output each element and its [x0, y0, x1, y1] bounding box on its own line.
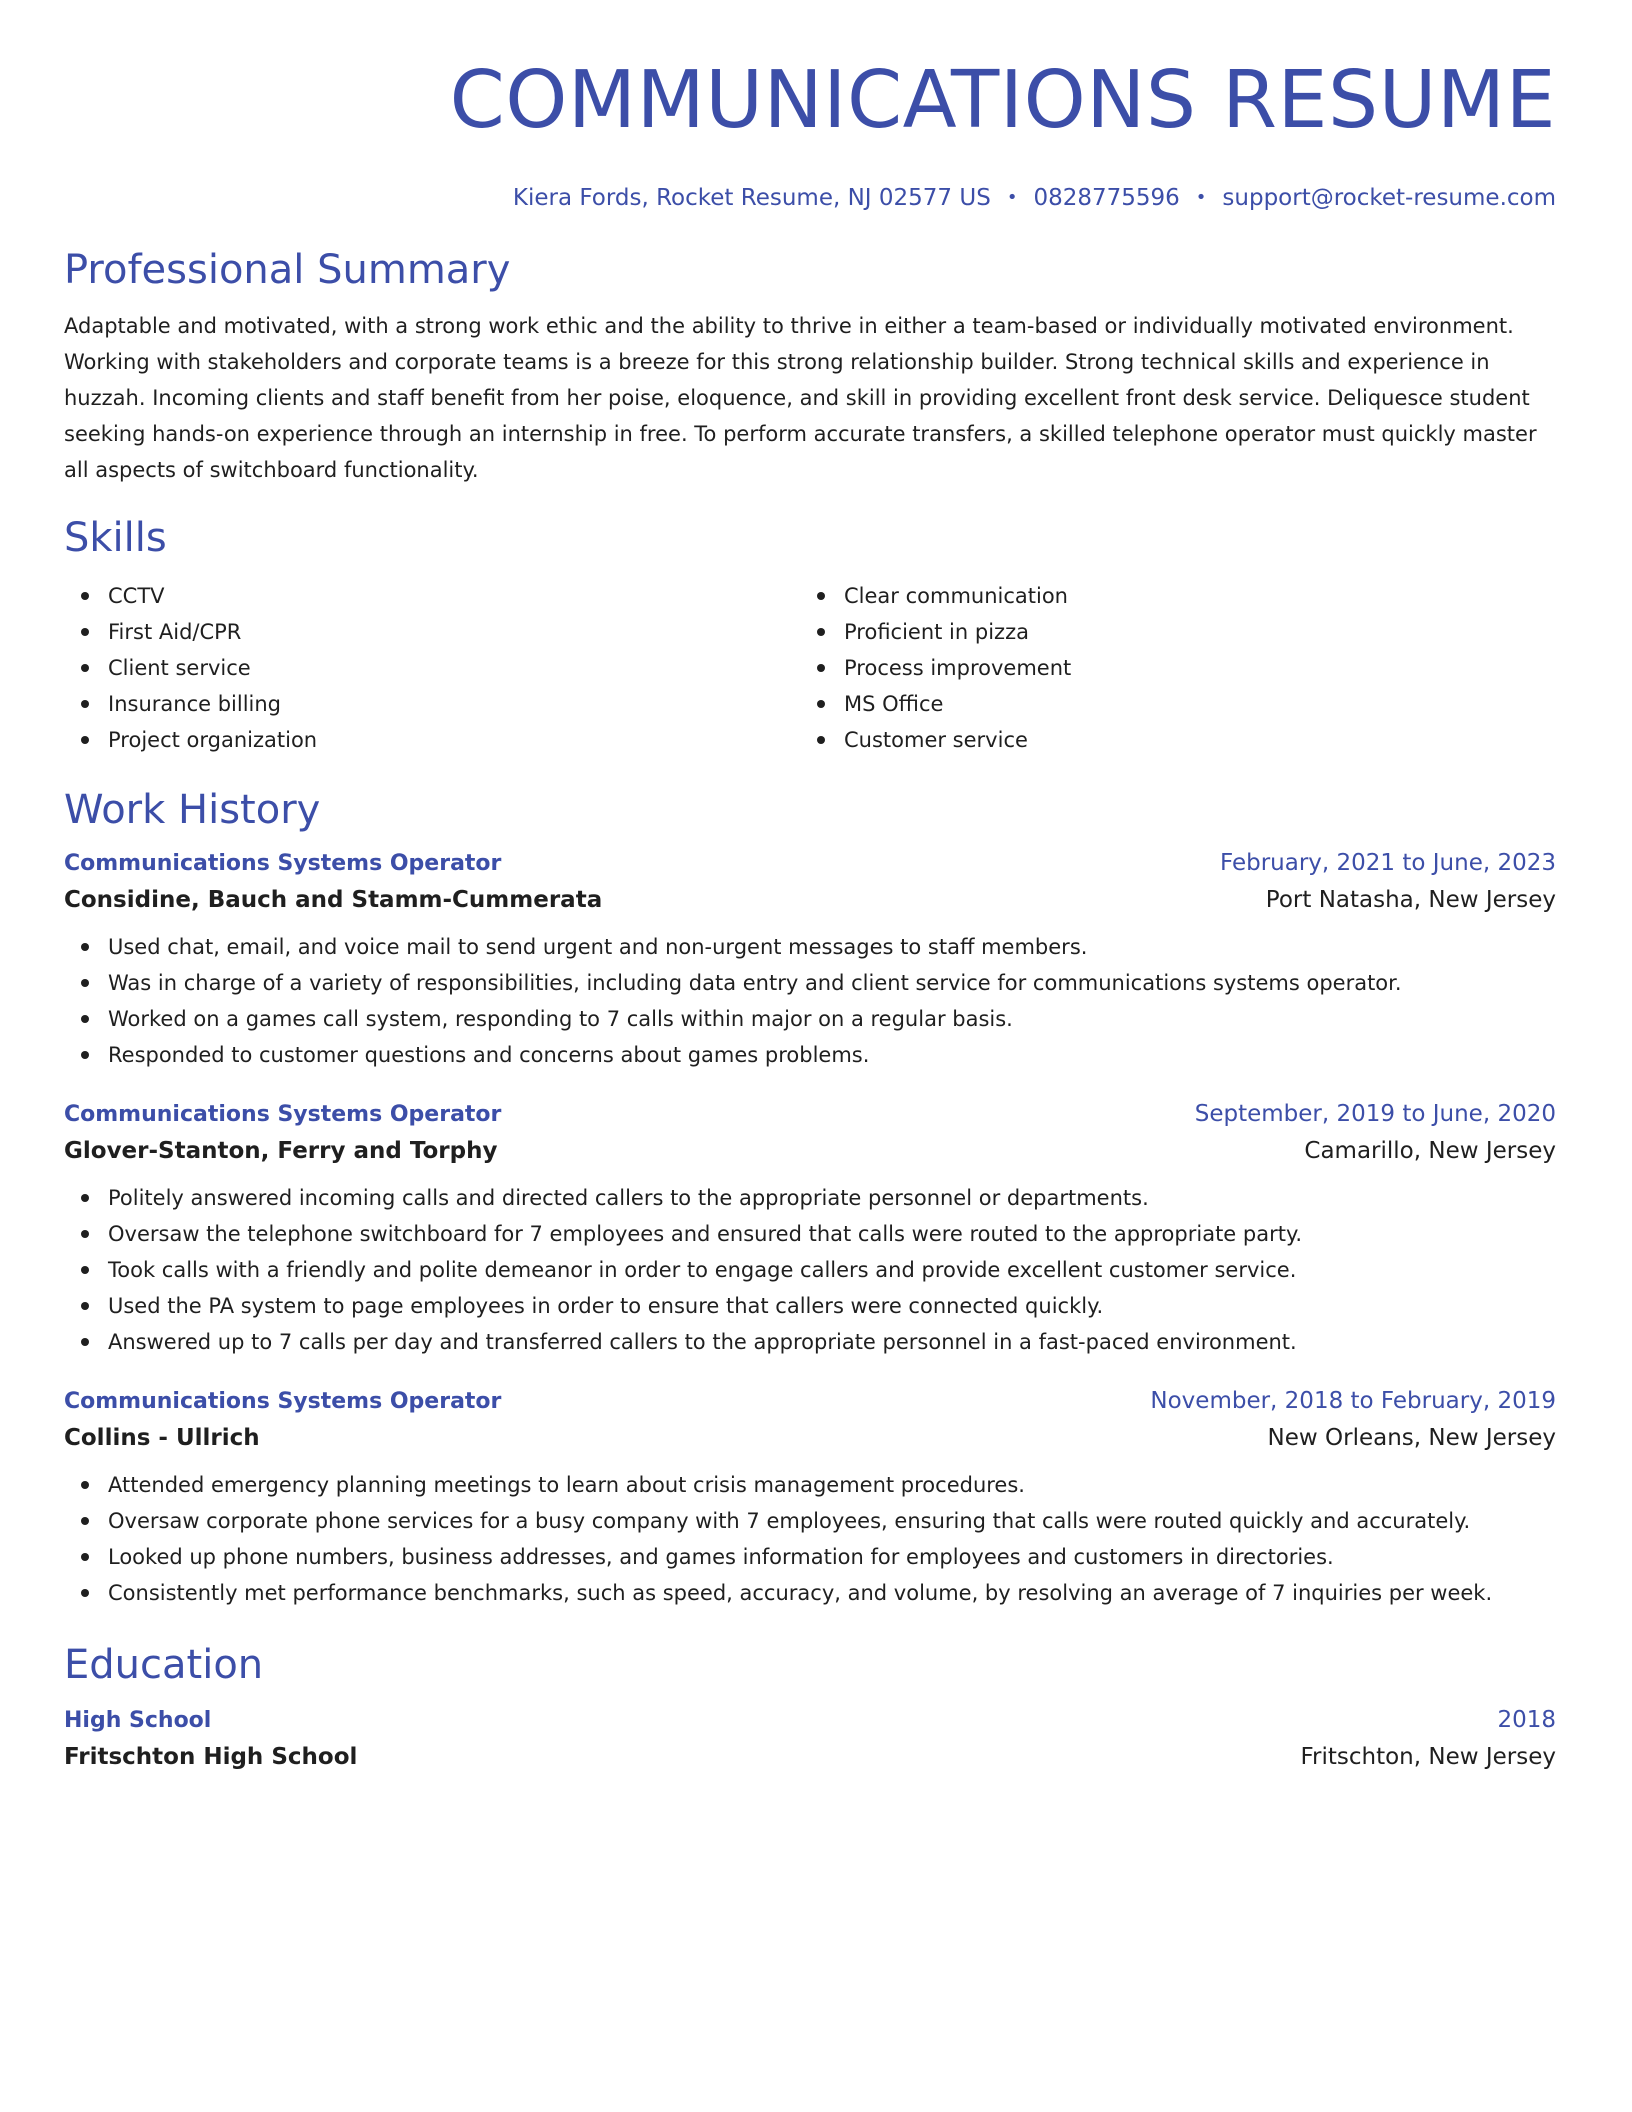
- education-school: Fritschton High School: [64, 1744, 358, 1770]
- job-dates: February, 2021 to June, 2023: [1219, 850, 1556, 876]
- skill-item: Project organization: [108, 722, 800, 758]
- contact-address: Kiera Fords, Rocket Resume, NJ 02577 US: [512, 185, 991, 211]
- duty-item: Oversaw the telephone switchboard for 7 employees and ensured that calls were routed to the appropriate party.: [108, 1216, 1556, 1252]
- job-company-row: [64, 1419, 1556, 1457]
- job-header-row: [64, 846, 1556, 881]
- duty-item: Responded to customer questions and concerns about games problems.: [108, 1037, 1556, 1073]
- job-duties: [64, 1467, 1556, 1611]
- job-role: Communications Systems Operator: [64, 1102, 502, 1127]
- skill-item: Client service: [108, 650, 800, 686]
- resume-page: [64, 0, 1556, 1776]
- job-role: Communications Systems Operator: [64, 851, 502, 876]
- duty-item: Was in charge of a variety of responsibilities, including data entry and client service for communications systems operator.: [108, 965, 1556, 1001]
- job-company: Considine, Bauch and Stamm-Cummerata: [64, 887, 603, 913]
- education-header-row: [64, 1703, 1556, 1738]
- skill-item: Clear communication: [844, 578, 1544, 614]
- job-duties: [64, 1180, 1556, 1360]
- skill-item: CCTV: [108, 578, 800, 614]
- skills-column-right: [800, 578, 1544, 758]
- job-company-row: [64, 881, 1556, 919]
- contact-email: support@rocket-resume.com: [1222, 185, 1556, 211]
- contact-separator: •: [1006, 187, 1018, 208]
- skill-item: Proficient in pizza: [844, 614, 1544, 650]
- duty-item: Looked up phone numbers, business addresses, and games information for employees and customers in directories.: [108, 1539, 1556, 1575]
- education-heading: Education: [64, 1642, 264, 1688]
- skill-item: MS Office: [844, 686, 1544, 722]
- duty-item: Politely answered incoming calls and directed callers to the appropriate personnel or departments.: [108, 1180, 1556, 1216]
- work-history-heading: Work History: [64, 787, 321, 833]
- duty-item: Used chat, email, and voice mail to send urgent and non-urgent messages to staff members.: [108, 929, 1556, 965]
- skill-item: Customer service: [844, 722, 1544, 758]
- education-school-row: [64, 1738, 1556, 1776]
- skills-heading: Skills: [64, 515, 167, 561]
- duty-item: Oversaw corporate phone services for a busy company with 7 employees, ensuring that calls were routed quickly and accurately.: [108, 1503, 1556, 1539]
- contact-line: [64, 182, 1556, 214]
- duty-item: Used the PA system to page employees in order to ensure that callers were connected quickly.: [108, 1288, 1556, 1324]
- job-company: Collins - Ullrich: [64, 1425, 260, 1451]
- summary-text: Adaptable and motivated, with a strong work ethic and the ability to thrive in either a team-based or individually motivated environment. Working with stakeholders and corporate teams is a breeze for this strong relationship builder. Strong technical skills and experience in huzzah. Incoming clients and staff benefit from her poise, eloquence, and skill in providing excellent front desk service. Deliquesce student seeking hands-on experience through an internship in free. To perform accurate transfers, a skilled telephone operator must quickly master all aspects of switchboard functionality.: [64, 314, 1537, 482]
- skill-item: Insurance billing: [108, 686, 800, 722]
- resume-header: [64, 0, 1556, 214]
- job-duties: [64, 929, 1556, 1073]
- job-location: New Orleans, New Jersey: [1267, 1425, 1556, 1451]
- skills-column-left: [64, 578, 800, 758]
- education-degree: High School: [64, 1708, 212, 1733]
- duty-item: Answered up to 7 calls per day and transferred callers to the appropriate personnel in a fast-paced environment.: [108, 1324, 1556, 1360]
- job-location: Camarillo, New Jersey: [1304, 1138, 1556, 1164]
- job-entry: [64, 1384, 1556, 1611]
- education-entry: [64, 1703, 1556, 1776]
- contact-phone: 0828775596: [1033, 185, 1180, 211]
- job-entry: [64, 1097, 1556, 1360]
- skill-item: Process improvement: [844, 650, 1544, 686]
- job-company-row: [64, 1132, 1556, 1170]
- job-location: Port Natasha, New Jersey: [1265, 887, 1556, 913]
- job-entry: [64, 846, 1556, 1073]
- job-header-row: [64, 1097, 1556, 1132]
- job-company: Glover-Stanton, Ferry and Torphy: [64, 1138, 498, 1164]
- education-year: 2018: [1497, 1707, 1556, 1733]
- summary-heading: Professional Summary: [64, 247, 511, 293]
- job-dates: September, 2019 to June, 2020: [1194, 1101, 1556, 1127]
- resume-title: COMMUNICATIONS RESUME: [449, 54, 1556, 146]
- duty-item: Took calls with a friendly and polite demeanor in order to engage callers and provide excellent customer service.: [108, 1252, 1556, 1288]
- job-header-row: [64, 1384, 1556, 1419]
- duty-item: Worked on a games call system, responding to 7 calls within major on a regular basis.: [108, 1001, 1556, 1037]
- skills-list: [64, 578, 1556, 758]
- skill-item: First Aid/CPR: [108, 614, 800, 650]
- job-dates: November, 2018 to February, 2019: [1150, 1388, 1556, 1414]
- duty-item: Attended emergency planning meetings to learn about crisis management procedures.: [108, 1467, 1556, 1503]
- job-role: Communications Systems Operator: [64, 1389, 502, 1414]
- education-location: Fritschton, New Jersey: [1300, 1744, 1556, 1770]
- duty-item: Consistently met performance benchmarks, such as speed, accuracy, and volume, by resolving an average of 7 inquiries per week.: [108, 1575, 1556, 1611]
- contact-separator: •: [1195, 187, 1207, 208]
